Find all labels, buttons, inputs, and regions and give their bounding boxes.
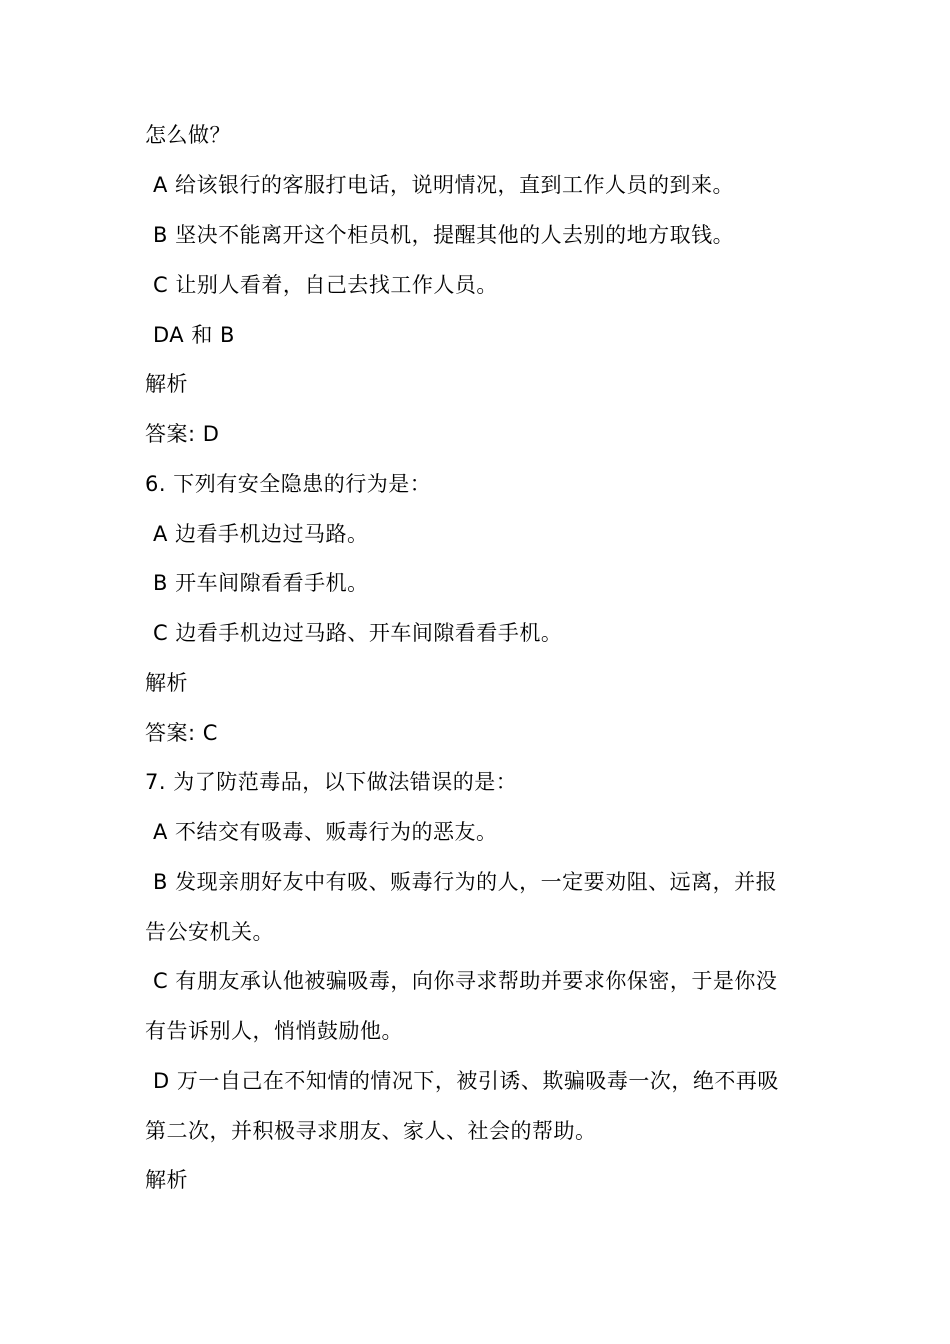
question-5-stem-continuation: 怎么做？ <box>145 123 231 147</box>
question-5-option-c: C 让别人看着，自己去找工作人员。 <box>153 273 498 297</box>
question-6-option-c: C 边看手机边过马路、开车间隙看看手机。 <box>153 621 563 645</box>
question-6-answer: 答案: C <box>145 721 218 745</box>
question-6-stem: 6. 下列有安全隐患的行为是： <box>145 472 432 496</box>
question-7-option-a: A 不结交有吸毒、贩毒行为的恶友。 <box>153 820 498 844</box>
question-5-option-b: B 坚决不能离开这个柜员机，提醒其他的人去别的地方取钱。 <box>153 223 735 247</box>
question-7-option-c-continuation: 有告诉别人，悄悄鼓励他。 <box>145 1019 403 1043</box>
question-5-option-a: A 给该银行的客服打电话，说明情况，直到工作人员的到来。 <box>153 173 735 197</box>
question-7-analysis-label: 解析 <box>145 1168 188 1192</box>
question-5-answer: 答案: D <box>145 422 220 446</box>
question-7-option-d: D 万一自己在不知情的情况下，被引诱、欺骗吸毒一次，绝不再吸 <box>153 1069 779 1093</box>
question-7-option-c: C 有朋友承认他被骗吸毒，向你寻求帮助并要求你保密，于是你没 <box>153 969 778 993</box>
question-6-analysis-label: 解析 <box>145 671 188 695</box>
question-7-stem: 7. 为了防范毒品，以下做法错误的是： <box>145 770 518 794</box>
question-6-option-a: A 边看手机边过马路。 <box>153 522 369 546</box>
question-5-analysis-label: 解析 <box>145 372 188 396</box>
question-7-option-d-continuation: 第二次，并积极寻求朋友、家人、社会的帮助。 <box>145 1119 597 1143</box>
question-6-option-b: B 开车间隙看看手机。 <box>153 571 369 595</box>
question-5-option-d: DA 和 B <box>153 323 235 347</box>
question-7-option-b: B 发现亲朋好友中有吸、贩毒行为的人，一定要劝阻、远离，并报 <box>153 870 778 894</box>
question-7-option-b-continuation: 告公安机关。 <box>145 920 274 944</box>
